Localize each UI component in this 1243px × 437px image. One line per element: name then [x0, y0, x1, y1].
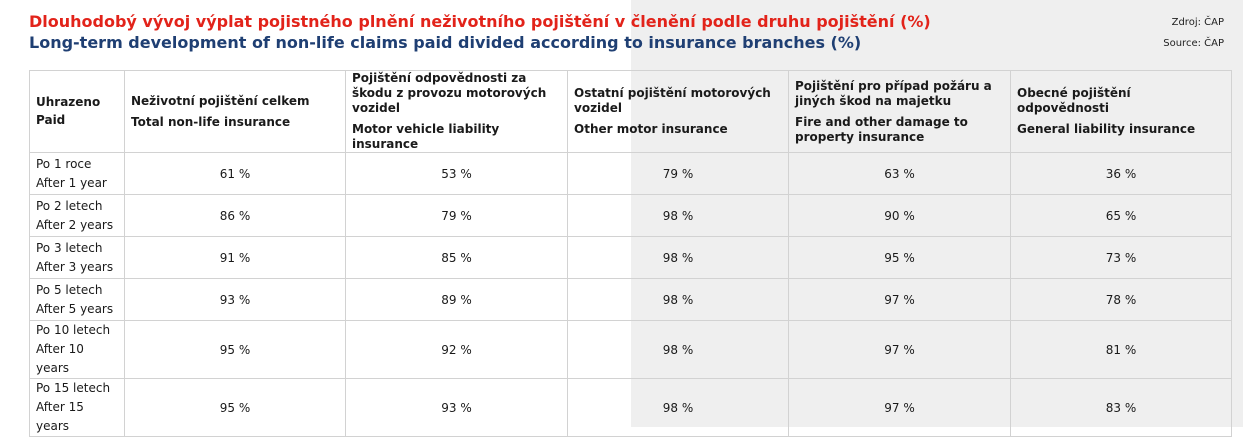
table-cell: 98 % [568, 321, 789, 379]
table-row [30, 321, 1232, 379]
table-cell: 98 % [568, 195, 789, 237]
header-total-non-life [125, 71, 346, 153]
table-row [30, 195, 1232, 237]
table-cell: 95 % [125, 321, 346, 379]
table-cell: 36 % [1011, 153, 1232, 195]
header-cz: Ostatní pojištění motorových vozidel [574, 86, 771, 115]
table-row [30, 237, 1232, 279]
table-cell: 97 % [789, 379, 1011, 437]
row-label-en: After 10 years [36, 342, 84, 375]
table-cell: 83 % [1011, 379, 1232, 437]
row-label-en: After 3 years [36, 259, 114, 274]
row-label-cz: Po 1 roce [36, 156, 92, 171]
row-label-en: After 2 years [36, 217, 114, 232]
header-cz: Pojištění pro případ požáru a jiných škod na majetku [795, 78, 992, 108]
title-english: Long-term development of non-life claims paid divided according to insurance branches (%) [29, 33, 862, 52]
table-cell: 81 % [1011, 321, 1232, 379]
table-cell: 95 % [789, 237, 1011, 279]
table-cell: 98 % [568, 279, 789, 321]
table-row [30, 279, 1232, 321]
header-cz: Neživotní pojištění celkem [131, 93, 310, 108]
header-cz: Obecné pojištění odpovědnosti [1017, 86, 1131, 115]
header-en: Total non-life insurance [131, 114, 291, 129]
header-cz: Pojištění odpovědnosti za škodu z provozu motorových vozidel [352, 71, 547, 115]
table-cell: 89 % [346, 279, 568, 321]
table-cell: 79 % [568, 153, 789, 195]
source-czech: Zdroj: ČAP [1171, 17, 1224, 28]
row-label-en: After 5 years [36, 301, 114, 316]
row-label [30, 279, 125, 321]
header-en: Motor vehicle liability insurance [352, 122, 500, 151]
table-cell: 97 % [789, 321, 1011, 379]
header-en: Other motor insurance [574, 122, 728, 136]
row-label [30, 379, 125, 437]
table-cell: 53 % [346, 153, 568, 195]
table-row [30, 153, 1232, 195]
table-cell: 65 % [1011, 195, 1232, 237]
row-label [30, 321, 125, 379]
source-english: Source: ČAP [1163, 38, 1224, 49]
table-cell: 93 % [346, 379, 568, 437]
header-paid [30, 71, 125, 153]
claims-table [29, 70, 1232, 437]
row-label-en: After 15 years [36, 400, 84, 433]
table-cell: 95 % [125, 379, 346, 437]
header-row [30, 71, 1232, 153]
header-cz: Uhrazeno [36, 95, 101, 109]
row-label-cz: Po 15 letech [36, 381, 111, 395]
table-cell: 63 % [789, 153, 1011, 195]
table-cell: 86 % [125, 195, 346, 237]
row-label-cz: Po 3 letech [36, 240, 103, 255]
table-cell: 85 % [346, 237, 568, 279]
table-cell: 79 % [346, 195, 568, 237]
table-cell: 73 % [1011, 237, 1232, 279]
row-label-cz: Po 10 letech [36, 323, 111, 337]
header-en: Paid [36, 113, 66, 127]
table-cell: 98 % [568, 237, 789, 279]
row-label-en: After 1 year [36, 175, 107, 190]
table-cell: 92 % [346, 321, 568, 379]
table-row [30, 379, 1232, 437]
header-other-motor [568, 71, 789, 153]
header-en: General liability insurance [1017, 122, 1196, 136]
header-fire-property [789, 71, 1011, 153]
header-en: Fire and other damage to property insurance [795, 114, 968, 144]
table-cell: 97 % [789, 279, 1011, 321]
table-cell: 61 % [125, 153, 346, 195]
header-motor-liability [346, 71, 568, 153]
row-label [30, 237, 125, 279]
table-cell: 90 % [789, 195, 1011, 237]
title-czech: Dlouhodobý vývoj výplat pojistného plnění neživotního pojištění v členění podle druhu pojištění (%) [29, 12, 931, 31]
row-label [30, 153, 125, 195]
table-cell: 78 % [1011, 279, 1232, 321]
row-label [30, 195, 125, 237]
row-label-cz: Po 2 letech [36, 198, 103, 213]
table-cell: 93 % [125, 279, 346, 321]
row-label-cz: Po 5 letech [36, 282, 103, 297]
table-cell: 98 % [568, 379, 789, 437]
table-cell: 91 % [125, 237, 346, 279]
header-general-liability [1011, 71, 1232, 153]
